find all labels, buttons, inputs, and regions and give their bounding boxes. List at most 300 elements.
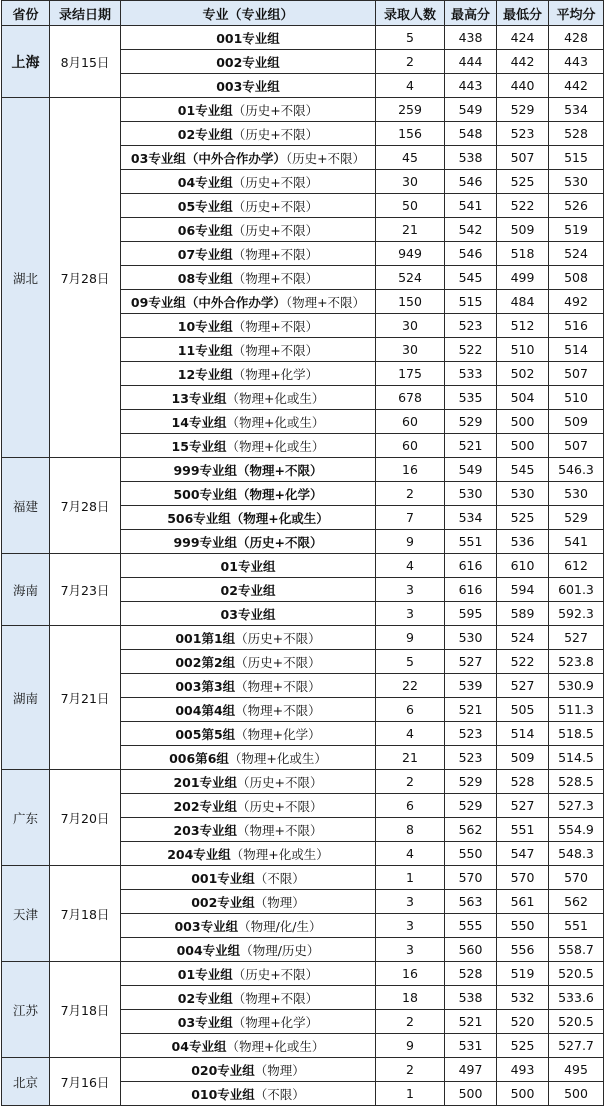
major-group-cell [121,1034,376,1058]
subject-requirement: （物理+化或生） [226,1038,325,1054]
admitted-count-cell: 21 [376,746,445,770]
close-date-cell: 7月18日 [50,866,121,962]
group-name: 203专业组 [173,822,238,838]
avg-score-cell: 558.7 [549,938,604,962]
avg-score-cell: 546.3 [549,458,604,482]
major-group-cell [121,674,376,698]
min-score-cell: 527 [497,794,549,818]
table-row [2,98,604,122]
major-group-cell [121,434,376,458]
major-group-cell [121,26,376,50]
avg-score-cell: 534 [549,98,604,122]
admitted-count-cell: 9 [376,626,445,650]
avg-score-cell: 511.3 [549,698,604,722]
max-score-cell: 523 [445,722,497,746]
header-min-score: 最低分 [497,1,549,26]
subject-requirement: （物理+不限） [232,270,319,286]
group-name: 06专业组 [177,222,233,238]
min-score-cell: 525 [497,1034,549,1058]
min-score-cell: 530 [497,482,549,506]
admitted-count-cell: 2 [376,50,445,74]
admitted-count-cell: 1 [376,1082,445,1106]
table-row [2,458,604,482]
subject-requirement: （历史+不限） [232,966,319,982]
max-score-cell: 535 [445,386,497,410]
admitted-count-cell: 9 [376,1034,445,1058]
admitted-count-cell: 156 [376,122,445,146]
province-cell: 广东 [2,770,50,866]
major-group-cell [121,98,376,122]
group-name: 09专业组（中外合作办学） [130,294,286,310]
group-name: 03专业组 [177,1014,233,1030]
max-score-cell: 538 [445,986,497,1010]
table-row [2,554,604,578]
avg-score-cell: 601.3 [549,578,604,602]
header-close-date: 录结日期 [50,1,121,26]
major-group-cell [121,338,376,362]
admitted-count-cell: 2 [376,1010,445,1034]
min-score-cell: 525 [497,170,549,194]
min-score-cell: 505 [497,698,549,722]
min-score-cell: 527 [497,674,549,698]
major-group-cell [121,842,376,866]
major-group-cell [121,722,376,746]
major-group-cell [121,362,376,386]
admitted-count-cell: 3 [376,890,445,914]
admitted-count-cell: 5 [376,650,445,674]
admitted-count-cell: 4 [376,74,445,98]
max-score-cell: 595 [445,602,497,626]
group-name: 204专业组 [167,846,231,862]
min-score-cell: 536 [497,530,549,554]
min-score-cell: 532 [497,986,549,1010]
avg-score-cell: 519 [549,218,604,242]
admitted-count-cell: 7 [376,506,445,530]
group-name: 201专业组 [173,774,238,790]
major-group-cell [121,698,376,722]
subject-requirement: （物理+化或生） [226,414,325,430]
table-header-row [2,1,604,26]
max-score-cell: 550 [445,842,497,866]
group-name: 002专业组 [216,54,280,70]
admitted-count-cell: 45 [376,146,445,170]
avg-score-cell: 554.9 [549,818,604,842]
major-group-cell [121,410,376,434]
table-row [2,866,604,890]
max-score-cell: 549 [445,458,497,482]
max-score-cell: 500 [445,1082,497,1106]
group-name: 01专业组 [220,558,276,574]
major-group-cell [121,554,376,578]
admitted-count-cell: 3 [376,938,445,962]
admitted-count-cell: 30 [376,314,445,338]
min-score-cell: 545 [497,458,549,482]
admitted-count-cell: 60 [376,434,445,458]
admitted-count-cell: 2 [376,770,445,794]
min-score-cell: 528 [497,770,549,794]
admitted-count-cell: 1 [376,866,445,890]
max-score-cell: 530 [445,482,497,506]
avg-score-cell: 541 [549,530,604,554]
avg-score-cell: 551 [549,914,604,938]
group-name: 020专业组 [191,1062,255,1078]
admitted-count-cell: 4 [376,554,445,578]
min-score-cell: 484 [497,290,549,314]
close-date-cell: 8月15日 [50,26,121,98]
major-group-cell [121,578,376,602]
group-name: 010专业组 [191,1086,255,1102]
group-name: 001第1组 [175,630,236,646]
table-body [2,26,604,1106]
subject-requirement: （物理+不限） [232,318,319,334]
min-score-cell: 556 [497,938,549,962]
group-name: 003专业组 [216,78,280,94]
admitted-count-cell: 150 [376,290,445,314]
avg-score-cell: 527.7 [549,1034,604,1058]
group-name: 202专业组 [173,798,238,814]
close-date-cell: 7月18日 [50,962,121,1058]
min-score-cell: 514 [497,722,549,746]
major-group-cell [121,50,376,74]
max-score-cell: 548 [445,122,497,146]
group-name: 002第2组 [175,654,236,670]
group-name: 01专业组 [177,966,233,982]
subject-requirement: （物理+不限） [232,342,319,358]
major-group-cell [121,290,376,314]
min-score-cell: 519 [497,962,549,986]
max-score-cell: 570 [445,866,497,890]
admitted-count-cell: 259 [376,98,445,122]
subject-requirement: （历史+不限） [237,798,323,814]
group-name: 04专业组 [177,174,233,190]
table-row [2,1058,604,1082]
province-cell: 天津 [2,866,50,962]
subject-requirement: （不限） [254,870,305,886]
max-score-cell: 545 [445,266,497,290]
max-score-cell: 529 [445,794,497,818]
subject-requirement: （物理+化或生） [226,438,325,454]
avg-score-cell: 428 [549,26,604,50]
min-score-cell: 504 [497,386,549,410]
major-group-cell [121,962,376,986]
max-score-cell: 531 [445,1034,497,1058]
subject-requirement: （物理+化或生） [228,750,327,766]
avg-score-cell: 520.5 [549,1010,604,1034]
max-score-cell: 522 [445,338,497,362]
admission-score-table [1,0,604,1106]
group-name: 02专业组 [220,582,276,598]
province-cell: 上海 [2,26,50,98]
max-score-cell: 563 [445,890,497,914]
max-score-cell: 549 [445,98,497,122]
max-score-cell: 562 [445,818,497,842]
major-group-cell [121,458,376,482]
group-name: 14专业组 [171,414,227,430]
max-score-cell: 534 [445,506,497,530]
admitted-count-cell: 9 [376,530,445,554]
group-name: 08专业组 [177,270,233,286]
avg-score-cell: 516 [549,314,604,338]
major-group-cell [121,938,376,962]
subject-requirement: （物理+化或生） [226,390,325,406]
close-date-cell: 7月20日 [50,770,121,866]
subject-requirement: （历史+不限） [235,630,321,646]
min-score-cell: 594 [497,578,549,602]
major-group-cell [121,386,376,410]
min-score-cell: 509 [497,746,549,770]
group-name: 001专业组 [191,870,255,886]
avg-score-cell: 509 [549,410,604,434]
group-name: 03专业组 [220,606,276,622]
admitted-count-cell: 175 [376,362,445,386]
major-group-cell [121,146,376,170]
max-score-cell: 551 [445,530,497,554]
subject-requirement: （历史+不限） [237,774,323,790]
major-group-cell [121,1058,376,1082]
province-cell: 湖北 [2,98,50,458]
admitted-count-cell: 21 [376,218,445,242]
major-group-cell [121,506,376,530]
max-score-cell: 523 [445,314,497,338]
header-major-group: 专业（专业组） [121,1,376,26]
min-score-cell: 499 [497,266,549,290]
admitted-count-cell: 4 [376,842,445,866]
subject-requirement: （物理+不限） [235,678,321,694]
min-score-cell: 510 [497,338,549,362]
min-score-cell: 424 [497,26,549,50]
max-score-cell: 616 [445,578,497,602]
admitted-count-cell: 16 [376,962,445,986]
max-score-cell: 521 [445,1010,497,1034]
admitted-count-cell: 22 [376,674,445,698]
close-date-cell: 7月21日 [50,626,121,770]
subject-requirement: （物理+化或生） [230,510,329,526]
avg-score-cell: 500 [549,1082,604,1106]
header-avg-score: 平均分 [549,1,604,26]
group-name: 002专业组 [191,894,255,910]
major-group-cell [121,170,376,194]
subject-requirement: （物理+化学） [232,1014,319,1030]
max-score-cell: 616 [445,554,497,578]
subject-requirement: （物理+不限） [232,246,319,262]
major-group-cell [121,746,376,770]
max-score-cell: 560 [445,938,497,962]
subject-requirement: （历史+不限） [232,126,319,142]
group-name: 10专业组 [177,318,233,334]
group-name: 12专业组 [177,366,233,382]
max-score-cell: 521 [445,698,497,722]
min-score-cell: 525 [497,506,549,530]
subject-requirement: （物理+化学） [237,486,323,502]
group-name: 003第3组 [175,678,236,694]
group-name: 05专业组 [177,198,233,214]
group-name: 001专业组 [216,30,280,46]
major-group-cell [121,266,376,290]
admitted-count-cell: 6 [376,698,445,722]
min-score-cell: 500 [497,1082,549,1106]
admitted-count-cell: 2 [376,482,445,506]
subject-requirement: （历史+不限） [237,534,323,550]
close-date-cell: 7月16日 [50,1058,121,1106]
group-name: 003专业组 [174,918,239,934]
group-name: 03专业组（中外合作办学） [130,150,286,166]
min-score-cell: 523 [497,122,549,146]
avg-score-cell: 523.8 [549,650,604,674]
province-cell: 江苏 [2,962,50,1058]
subject-requirement: （物理+不限） [237,462,323,478]
major-group-cell [121,1010,376,1034]
major-group-cell [121,482,376,506]
table-row [2,770,604,794]
header-admitted-count: 录取人数 [376,1,445,26]
max-score-cell: 530 [445,626,497,650]
avg-score-cell: 507 [549,434,604,458]
admitted-count-cell: 16 [376,458,445,482]
subject-requirement: （历史+不限） [232,198,319,214]
admitted-count-cell: 50 [376,194,445,218]
min-score-cell: 512 [497,314,549,338]
min-score-cell: 561 [497,890,549,914]
table-row [2,962,604,986]
min-score-cell: 524 [497,626,549,650]
close-date-cell: 7月23日 [50,554,121,626]
avg-score-cell: 510 [549,386,604,410]
max-score-cell: 529 [445,770,497,794]
group-name: 07专业组 [177,246,233,262]
min-score-cell: 522 [497,650,549,674]
group-name: 11专业组 [177,342,233,358]
min-score-cell: 493 [497,1058,549,1082]
admitted-count-cell: 524 [376,266,445,290]
max-score-cell: 438 [445,26,497,50]
min-score-cell: 507 [497,146,549,170]
avg-score-cell: 495 [549,1058,604,1082]
max-score-cell: 521 [445,434,497,458]
major-group-cell [121,314,376,338]
subject-requirement: （物理/历史） [240,942,320,958]
major-group-cell [121,242,376,266]
min-score-cell: 520 [497,1010,549,1034]
admitted-count-cell: 678 [376,386,445,410]
avg-score-cell: 530 [549,170,604,194]
max-score-cell: 541 [445,194,497,218]
admitted-count-cell: 2 [376,1058,445,1082]
major-group-cell [121,218,376,242]
avg-score-cell: 443 [549,50,604,74]
province-cell: 海南 [2,554,50,626]
min-score-cell: 502 [497,362,549,386]
max-score-cell: 546 [445,242,497,266]
admitted-count-cell: 5 [376,26,445,50]
major-group-cell [121,1082,376,1106]
subject-requirement: （历史+不限） [232,222,319,238]
group-name: 506专业组 [167,510,231,526]
major-group-cell [121,74,376,98]
avg-score-cell: 527.3 [549,794,604,818]
major-group-cell [121,866,376,890]
major-group-cell [121,770,376,794]
avg-score-cell: 548.3 [549,842,604,866]
avg-score-cell: 528 [549,122,604,146]
admitted-count-cell: 60 [376,410,445,434]
major-group-cell [121,194,376,218]
avg-score-cell: 530.9 [549,674,604,698]
avg-score-cell: 533.6 [549,986,604,1010]
major-group-cell [121,530,376,554]
max-score-cell: 515 [445,290,497,314]
subject-requirement: （物理+不限） [232,990,319,1006]
min-score-cell: 442 [497,50,549,74]
max-score-cell: 528 [445,962,497,986]
group-name: 999专业组 [173,462,238,478]
header-province: 省份 [2,1,50,26]
avg-score-cell: 527 [549,626,604,650]
avg-score-cell: 612 [549,554,604,578]
major-group-cell [121,890,376,914]
avg-score-cell: 530 [549,482,604,506]
close-date-cell: 7月28日 [50,458,121,554]
province-cell: 北京 [2,1058,50,1106]
subject-requirement: （物理） [254,894,305,910]
avg-score-cell: 515 [549,146,604,170]
avg-score-cell: 442 [549,74,604,98]
avg-score-cell: 507 [549,362,604,386]
table-row [2,626,604,650]
avg-score-cell: 528.5 [549,770,604,794]
major-group-cell [121,602,376,626]
group-name: 02专业组 [177,126,233,142]
min-score-cell: 550 [497,914,549,938]
max-score-cell: 542 [445,218,497,242]
avg-score-cell: 592.3 [549,602,604,626]
group-name: 500专业组 [173,486,238,502]
min-score-cell: 500 [497,434,549,458]
subject-requirement: （物理/化/生） [238,918,322,934]
avg-score-cell: 508 [549,266,604,290]
province-cell: 福建 [2,458,50,554]
avg-score-cell: 520.5 [549,962,604,986]
group-name: 004第4组 [175,702,236,718]
max-score-cell: 533 [445,362,497,386]
major-group-cell [121,626,376,650]
group-name: 01专业组 [177,102,233,118]
admitted-count-cell: 30 [376,170,445,194]
min-score-cell: 500 [497,410,549,434]
group-name: 006第6组 [169,750,229,766]
min-score-cell: 440 [497,74,549,98]
group-name: 999专业组 [173,534,238,550]
group-name: 02专业组 [177,990,233,1006]
group-name: 004专业组 [176,942,241,958]
major-group-cell [121,650,376,674]
min-score-cell: 570 [497,866,549,890]
admitted-count-cell: 8 [376,818,445,842]
subject-requirement: （历史+不限） [232,174,319,190]
avg-score-cell: 514 [549,338,604,362]
admitted-count-cell: 3 [376,914,445,938]
subject-requirement: （物理+不限） [235,702,321,718]
max-score-cell: 523 [445,746,497,770]
subject-requirement: （历史+不限） [232,102,319,118]
min-score-cell: 547 [497,842,549,866]
max-score-cell: 546 [445,170,497,194]
subject-requirement: （物理+化学） [232,366,319,382]
avg-score-cell: 562 [549,890,604,914]
major-group-cell [121,818,376,842]
group-name: 13专业组 [171,390,227,406]
max-score-cell: 443 [445,74,497,98]
min-score-cell: 518 [497,242,549,266]
